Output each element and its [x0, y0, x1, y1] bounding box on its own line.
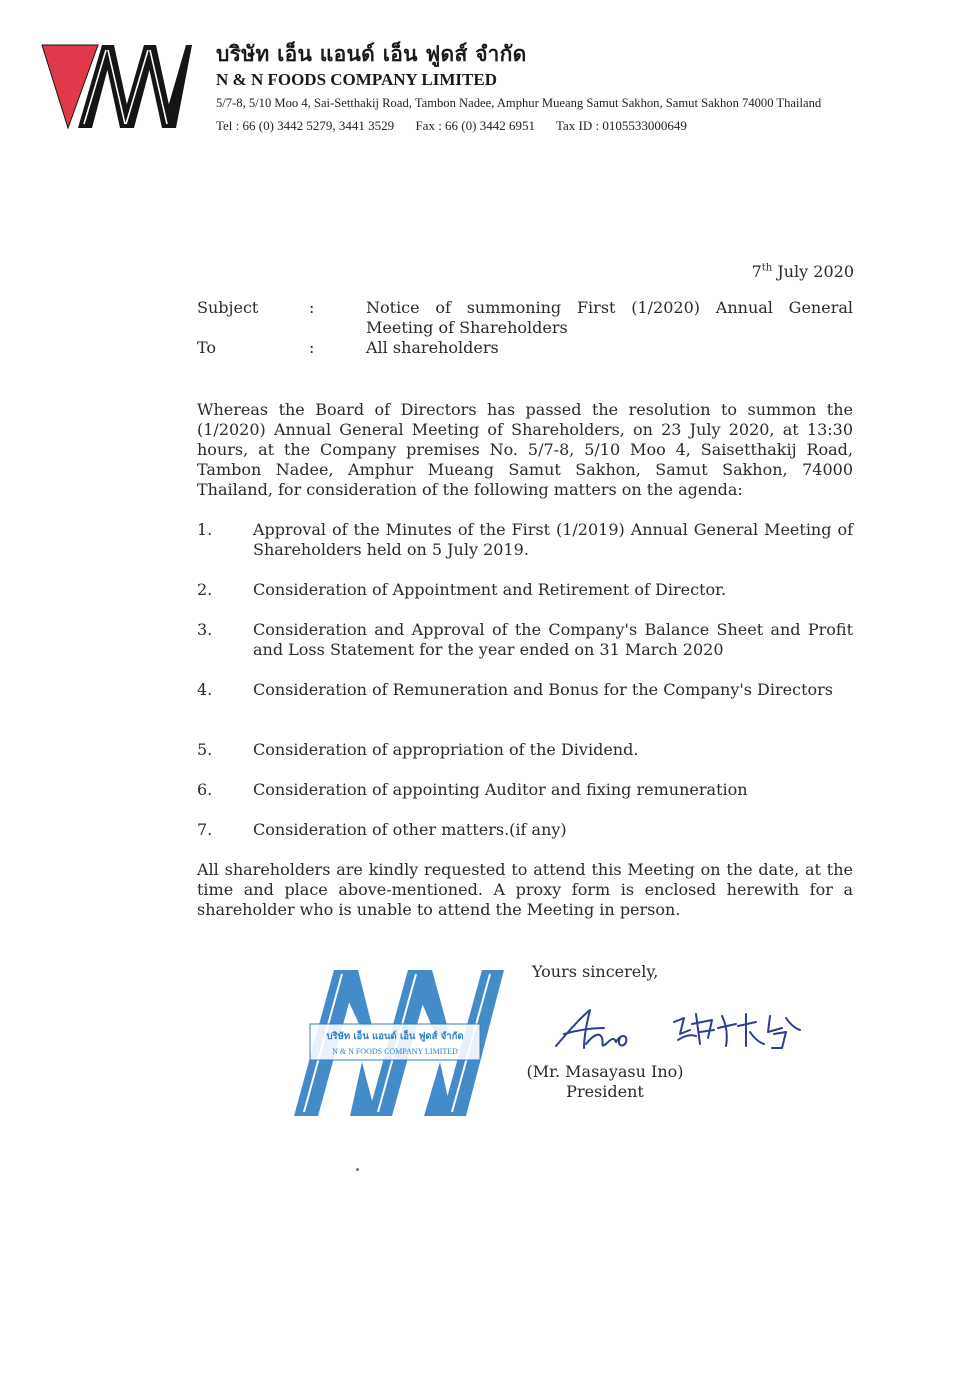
intro-paragraph: Whereas the Board of Directors has passed the resolution to summon the (1/2020) Annual General Meeting of Shareholders, on 23 July 2020, at 13:30 hours, at the Company premises No. 5/7-8, 5/10 Moo 4, Saisetthakij Road, Tambon Nadee, Amphur Mueang Samut Sakhon, Samut Sakhon, 74000 Thailand, for consideration of the following matters on the agenda: — [197, 400, 853, 499]
to-colon: : — [309, 338, 315, 357]
company-name-thai: บริษัท เอ็น แอนด์ เอ็น ฟูดส์ จำกัด — [216, 42, 527, 66]
agenda-text: Consideration of Remuneration and Bonus for the Company's Directors — [253, 680, 833, 699]
closing-paragraph: All shareholders are kindly requested to attend this Meeting on the date, at the time and place above-mentioned. A proxy form is enclosed herewith for a shareholder who is unable to attend the Meeting in person. — [197, 860, 853, 919]
subject-label: Subject — [197, 298, 259, 317]
handwritten-signature-icon — [550, 1004, 820, 1060]
agenda-text: Consideration and Approval of the Company's Balance Sheet and Profit and Loss Statement for the year ended on 31 March 2020 — [253, 620, 853, 659]
company-contact-line — [216, 118, 705, 134]
agenda-text: Consideration of Appointment and Retirement of Director. — [253, 580, 727, 599]
to-value: All shareholders — [366, 338, 499, 357]
to-label: To — [197, 338, 217, 357]
agenda-text: Consideration of appointing Auditor and fixing remuneration — [253, 780, 748, 799]
company-telephone: Tel : 66 (0) 3442 5279, 3441 3529 — [216, 118, 395, 133]
agenda-number: 5. — [197, 740, 213, 759]
to-row — [197, 338, 853, 360]
svg-text:N & N FOODS COMPANY LIMITED: N & N FOODS COMPANY LIMITED — [332, 1047, 458, 1056]
company-address: 5/7-8, 5/10 Moo 4, Sai-Setthakij Road, Tambon Nadee, Amphur Mueang Samut Sakhon, Samut Sakhon 74000 Thailand — [216, 96, 822, 110]
svg-text:บริษัท เอ็น แอนด์ เอ็น ฟูดส์ จ: บริษัท เอ็น แอนด์ เอ็น ฟูดส์ จำกัด — [326, 1031, 464, 1042]
signer-name: (Mr. Masayasu Ino) — [526, 1062, 684, 1081]
nn-foods-logo-icon — [40, 42, 192, 130]
agenda-text: Consideration of other matters.(if any) — [253, 820, 567, 839]
subject-colon: : — [309, 298, 315, 317]
agenda-text: Approval of the Minutes of the First (1/2019) Annual General Meeting of Shareholders held on 5 July 2019. — [253, 520, 853, 559]
date-month-year: July 2020 — [777, 262, 854, 281]
agenda-number: 1. — [197, 520, 213, 539]
signer-title: President — [566, 1082, 644, 1101]
agenda-number: 2. — [197, 580, 213, 599]
company-tax-id: Tax ID : 0105533000649 — [555, 118, 687, 133]
agenda-number: 4. — [197, 680, 213, 699]
agenda-text: Consideration of appropriation of the Dividend. — [253, 740, 639, 759]
subject-value: Notice of summoning First (1/2020) Annual General Meeting of Shareholders — [366, 298, 853, 337]
letter-date — [752, 262, 854, 281]
signer-block — [505, 1062, 705, 1102]
subject-row — [197, 298, 853, 342]
company-seal-stamp-icon — [290, 966, 506, 1118]
scan-speck — [356, 1168, 359, 1171]
closing-salutation: Yours sincerely, — [532, 962, 659, 981]
date-day: 7 — [751, 262, 762, 281]
date-suffix: th — [761, 262, 773, 274]
agenda-number: 3. — [197, 620, 213, 639]
agenda-number: 6. — [197, 780, 213, 799]
agenda-number: 7. — [197, 820, 213, 839]
company-fax: Fax : 66 (0) 3442 6951 — [415, 118, 535, 133]
company-name-english: N & N FOODS COMPANY LIMITED — [216, 70, 497, 89]
